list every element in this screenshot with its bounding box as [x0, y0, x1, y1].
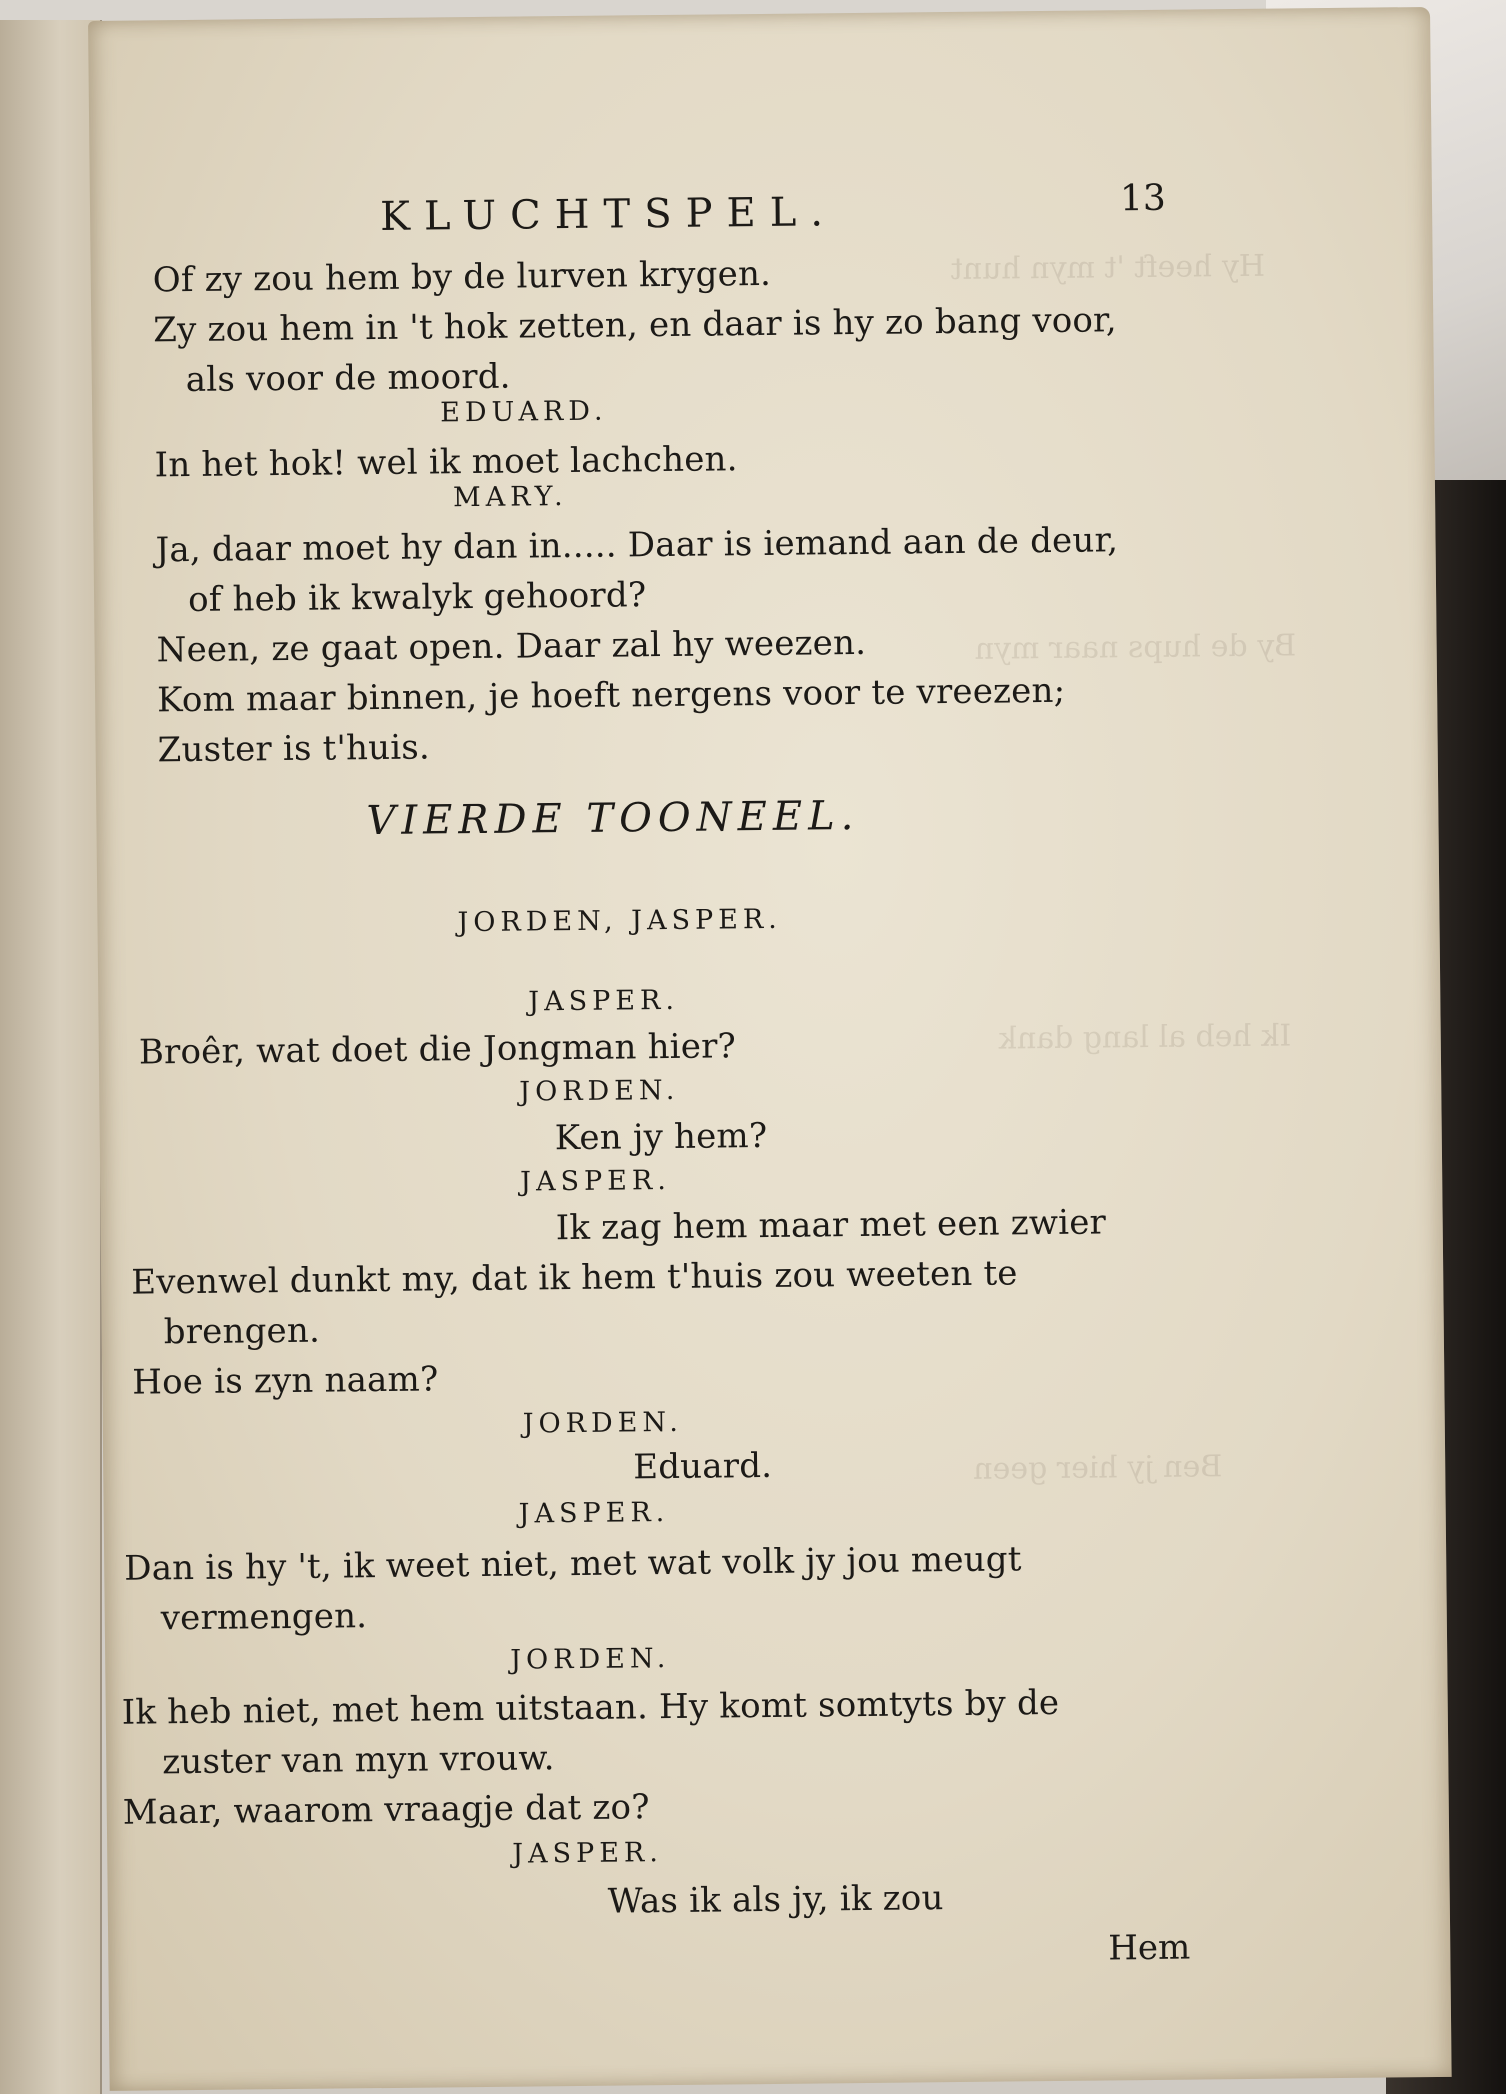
verse-line: Maar, waarom vraagje dat zo?: [122, 1787, 650, 1833]
verse-line: als voor de moord.: [185, 356, 511, 401]
running-header: KLUCHTSPEL.: [379, 189, 838, 240]
verse-line: zuster van myn vrouw.: [162, 1738, 555, 1783]
show-through: By de hups naar myn: [974, 628, 1297, 667]
verse-line: vermengen.: [160, 1596, 368, 1639]
verse-line: In het hok! wel ik moet lachchen.: [154, 439, 738, 486]
page-number: 13: [1119, 177, 1166, 220]
verse-line: Ja, daar moet hy dan in..... Daar is iemand aan de deur,: [155, 520, 1119, 571]
scene-title: VIERDE TOONEEL.: [366, 792, 860, 845]
speaker-name: MARY.: [452, 481, 568, 514]
verse-line: Zuster is t'huis.: [157, 727, 431, 771]
verse-line: Ik zag hem maar met een zwier: [555, 1202, 1107, 1249]
speaker-name: JASPER.: [518, 1497, 670, 1530]
verse-line: Zy zou hem in 't hok zetten, en daar is hy zo bang voor,: [153, 300, 1118, 351]
verse-line: Ken jy hem?: [554, 1115, 768, 1159]
verse-line: Evenwel dunkt my, dat ik hem t'huis zou weeten te: [131, 1253, 1018, 1303]
page-text: [88, 7, 1452, 2091]
verse-line: brengen.: [163, 1310, 321, 1353]
verse-line: Was ik als jy, ik zou: [607, 1878, 944, 1922]
scene-characters: JORDEN, JASPER.: [457, 903, 782, 939]
show-through: Hy heeft 't myn hunt: [950, 248, 1266, 288]
verse-line: of heb ik kwalyk gehoord?: [187, 575, 647, 621]
catchword: Hem: [1108, 1927, 1191, 1969]
verse-line: Eduard.: [633, 1445, 773, 1488]
book-page: [88, 7, 1452, 2091]
verse-line: Dan is hy 't, ik weet niet, met wat volk jy jou meugt: [124, 1539, 1022, 1589]
speaker-name: JORDEN.: [522, 1406, 684, 1440]
left-page-edge: [0, 20, 102, 2094]
speaker-name: JASPER.: [512, 1837, 664, 1870]
speaker-name: JORDEN.: [510, 1643, 671, 1676]
verse-line: Ik heb niet, met hem uitstaan. Hy komt somtyts by de: [121, 1682, 1060, 1733]
speaker-name: JORDEN.: [519, 1074, 680, 1108]
verse-line: Hoe is zyn naam?: [132, 1359, 439, 1403]
show-through: Ben jy hier geen: [973, 1449, 1223, 1487]
speaker-name: JASPER.: [520, 1164, 671, 1198]
speaker-name: EDUARD.: [439, 395, 608, 429]
show-through: Ik heb al lang dank: [998, 1018, 1292, 1057]
verse-line: Neen, ze gaat open. Daar zal hy weezen.: [156, 622, 867, 671]
verse-line: Broêr, wat doet die Jongman hier?: [138, 1026, 737, 1073]
speaker-name: JASPER.: [528, 984, 680, 1018]
verse-line: Of zy zou hem by de lurven krygen.: [152, 253, 772, 301]
verse-line: Kom maar binnen, je hoeft nergens voor te vreezen;: [156, 670, 1066, 721]
